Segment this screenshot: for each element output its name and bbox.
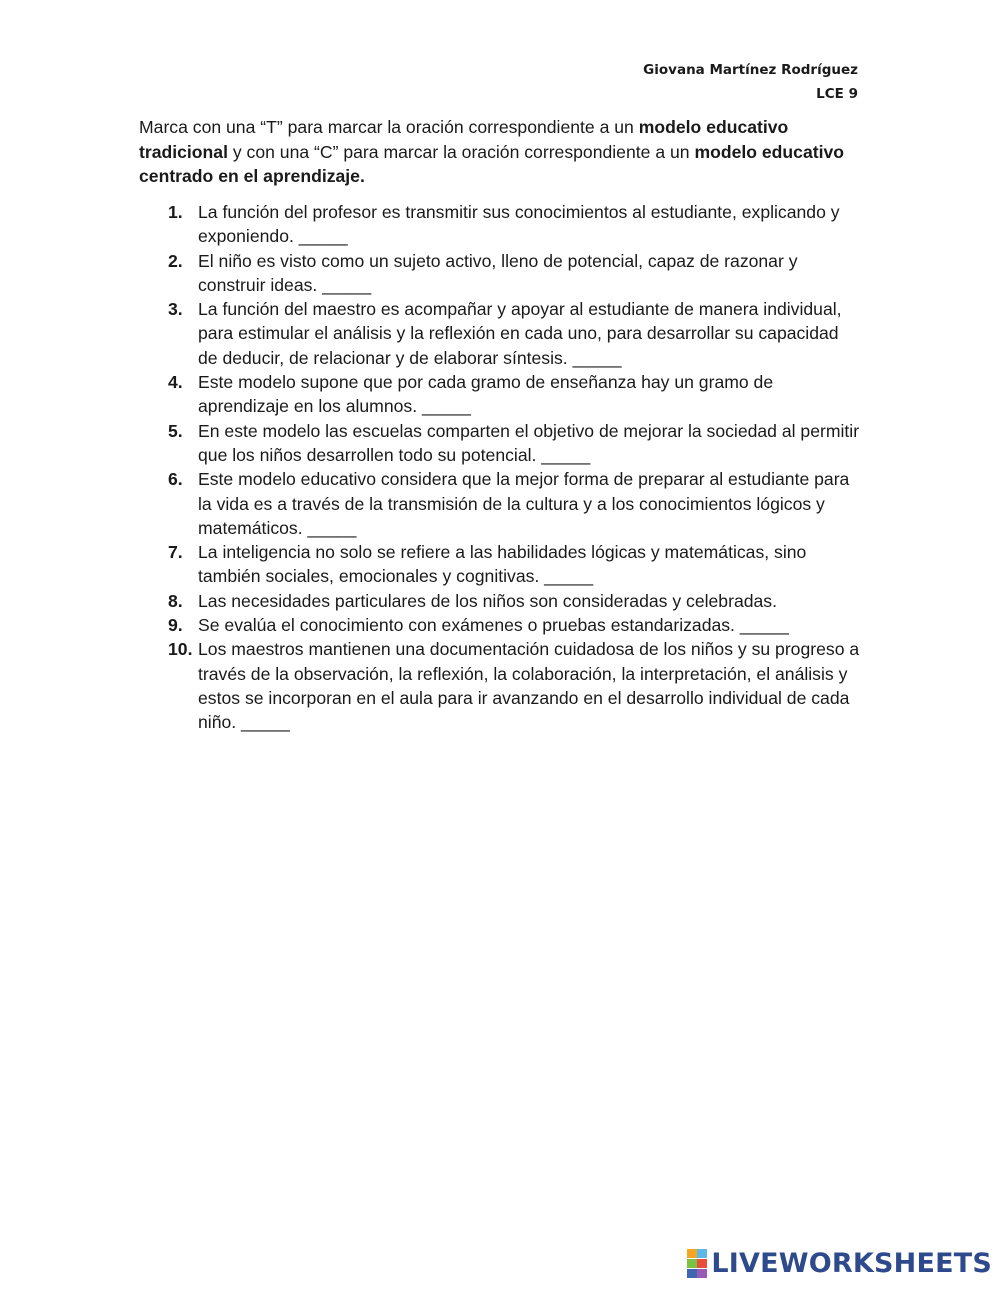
logo-square: [697, 1249, 707, 1258]
question-text: Este modelo supone que por cada gramo de enseñanza hay un gramo de aprendizaje en los alumnos. _____: [198, 372, 774, 417]
instructions-bold-1: modelo educativo tradicional: [139, 117, 789, 162]
question-text: La función del maestro es acompañar y apoyar al estudiante de manera individual, para estimular el análisis y la reflexión en cada uno, para desarrollar su capacidad de deducir, de relacionar y de elaborar síntesis. _____: [198, 299, 842, 368]
liveworksheets-logo: [687, 1246, 992, 1280]
question-item: [139, 467, 861, 540]
question-text: Las necesidades particulares de los niños son consideradas y celebradas.: [198, 590, 777, 611]
instructions-text-2: y con una “C” para marcar la oración correspondiente a un: [227, 141, 695, 162]
question-number: 7.: [168, 542, 183, 563]
logo-square: [697, 1269, 707, 1278]
question-item: [139, 540, 861, 589]
question-item: [139, 370, 861, 419]
question-item: [139, 297, 861, 370]
question-list: [139, 200, 861, 735]
author-name: Giovana Martínez Rodríguez: [643, 62, 858, 78]
question-item: [139, 200, 861, 249]
question-item: [139, 419, 861, 468]
question-number: 8.: [168, 590, 183, 611]
course-code: LCE 9: [816, 86, 858, 102]
question-number: 9.: [168, 615, 183, 636]
logo-square: [687, 1259, 697, 1268]
question-item: [139, 637, 861, 734]
header: [643, 58, 858, 106]
question-text: La inteligencia no solo se refiere a las habilidades lógicas y matemáticas, sino también sociales, emocionales y cognitivas. _____: [198, 542, 807, 587]
question-text: En este modelo las escuelas comparten el objetivo de mejorar la sociedad al permitir que los niños desarrollen todo su potencial. _____: [198, 420, 860, 465]
logo-square: [687, 1249, 697, 1258]
question-text: La función del profesor es transmitir sus conocimientos al estudiante, explicando y exponiendo. _____: [198, 202, 840, 247]
question-number: 6.: [168, 469, 183, 490]
question-number: 4.: [168, 372, 183, 393]
question-item: [139, 613, 861, 637]
instructions-text-1: Marca con una “T” para marcar la oración correspondiente a un: [139, 117, 639, 137]
instructions-bold-2: modelo educativo centrado en el aprendizaje.: [139, 141, 845, 186]
question-item: [139, 249, 861, 298]
question-number: 3.: [168, 299, 183, 320]
instructions: [139, 115, 859, 189]
logo-square: [687, 1269, 697, 1278]
liveworksheets-mark-icon: [687, 1249, 707, 1277]
question-number: 1.: [168, 202, 183, 222]
question-text: El niño es visto como un sujeto activo, lleno de potencial, capaz de razonar y construir ideas. _____: [198, 250, 798, 295]
logo-text: LIVEWORKSHEETS: [711, 1247, 992, 1279]
logo-square: [697, 1259, 707, 1268]
question-number: 2.: [168, 250, 183, 271]
question-item: [139, 589, 861, 613]
question-number: 10.: [168, 639, 193, 660]
question-text: Los maestros mantienen una documentación cuidadosa de los niños y su progreso a través de la observación, la reflexión, la colaboración, la interpretación, el análisis y estos se incorporan en el aula para ir avanzando en el desarrollo individual de cada niño. _____: [198, 639, 860, 733]
question-text: Este modelo educativo considera que la mejor forma de preparar al estudiante para la vida es a través de la transmisión de la cultura y a los conocimientos lógicos y matemáticos. _____: [198, 469, 850, 538]
question-text: Se evalúa el conocimiento con exámenes o pruebas estandarizadas. _____: [198, 615, 789, 636]
question-number: 5.: [168, 420, 183, 441]
